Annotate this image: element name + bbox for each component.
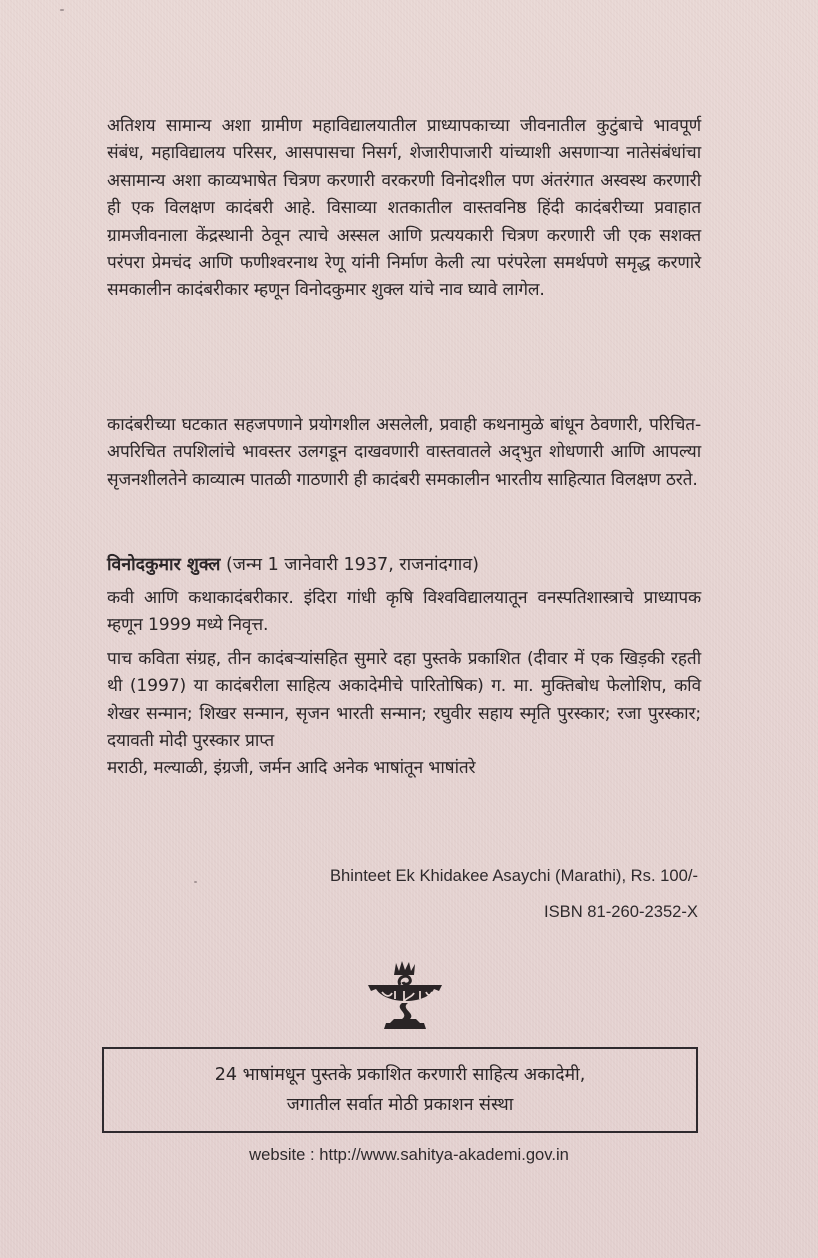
website-line [0,1145,818,1165]
author-bio-translations: मराठी, मल्याळी, इंग्रजी, जर्मन आदि अनेक भाषांतून भाषांतरे [107,758,476,779]
description-paragraph-2: कादंबरीच्या घटकात सहजपणाने प्रयोगशील असलेली, प्रवाही कथनामुळे बांधून ठेवणारी, परिचित-अपरिचित तपशिलांचे भावस्तर उलगडून दाखवणारी वास्तवातले अद्‌भुत शोधणारी आणि आपल्या सृजनशीलतेने काव्यात्म पातळी गाठणारी ही कादंबरी समकालीन भारतीय साहित्यात विलक्षण ठरते. [107,415,701,490]
sahitya-akademi-logo-icon [364,961,446,1033]
isbn: ISBN 81-260-2352-X [543,902,698,921]
publisher-line-2: जगातील सर्वात मोठी प्रकाशन संस्था [286,1095,514,1115]
publisher-info-box [102,1047,698,1133]
author-bio-works-awards: पाच कविता संग्रह, तीन कादंबऱ्यांसहित सुमारे दहा पुस्तके प्रकाशित (दीवार में एक खिड़की रहती थी (1997) या कादंबरीला साहित्य अकादेमीचे पारितोषिक) ग. मा. मुक्तिबोध फेलोशिप, कवि शेखर सन्मान; शिखर सन्मान, सृजन भारती सन्मान; रघुवीर सहाय स्मृति पुरस्कार; रजा पुरस्कार; दयावती मोदी पुरस्कार प्राप्त [107,648,701,752]
website-url[interactable]: http://www.sahitya-akademi.gov.in [319,1145,569,1164]
publisher-line-1: 24 भाषांमधून पुस्तके प्रकाशित करणारी साहित्य अकादेमी, [214,1065,586,1085]
description-paragraph-1: अतिशय सामान्य अशा ग्रामीण महाविद्यालयातील प्राध्यापकाच्या जीवनातील कुटुंबाचे भावपूर्ण संबंध, महाविद्यालय परिसर, आसपासचा निसर्ग, शेजारीपाजारी यांच्याशी असणाऱ्या नातेसंबंधांचा असामान्य अशा काव्यभाषेत चित्रण करणारी वरकरणी विनोदशील पण अंतरंगात अस्वस्थ करणारी ही एक विलक्षण कादंबरी आहे. विसाव्या शतकातील वास्तवनिष्ठ हिंदी कादंबरीच्या प्रवाहात ग्रामजीवनाला केंद्रस्थानी ठेवून त्याचे अस्सल आणि प्रत्ययकारी चित्रण करणारी जी एक सशक्त परंपरा प्रेमचंद आणि फणीश्वरनाथ रेणू यांनी निर्माण केली त्या परंपरेला समर्थपणे समृद्ध करणारे समकालीन कादंबरीकार म्हणून विनोदकुमार शुक्ल यांचे नाव घ्यावे लागेल. [107,116,701,301]
author-heading [107,551,701,579]
author-section [107,551,701,783]
book-title-price: Bhinteet Ek Khidakee Asaychi (Marathi), Rs. 100/- [329,866,698,885]
author-name: विनोदकुमार शुक्ल [107,555,221,575]
author-birth-info: (जन्म 1 जानेवारी 1937, राजनांदगाव) [226,555,480,575]
print-speck [60,9,64,11]
author-bio-career: कवी आणि कथाकादंबरीकार. इंदिरा गांधी कृषि विश्वविद्यालयातून वनस्पतिशास्त्राचे प्राध्यापक म्हणून 1999 मध्ये निवृत्त. [107,588,701,636]
website-label: website : [249,1145,315,1164]
print-speck [194,881,197,883]
